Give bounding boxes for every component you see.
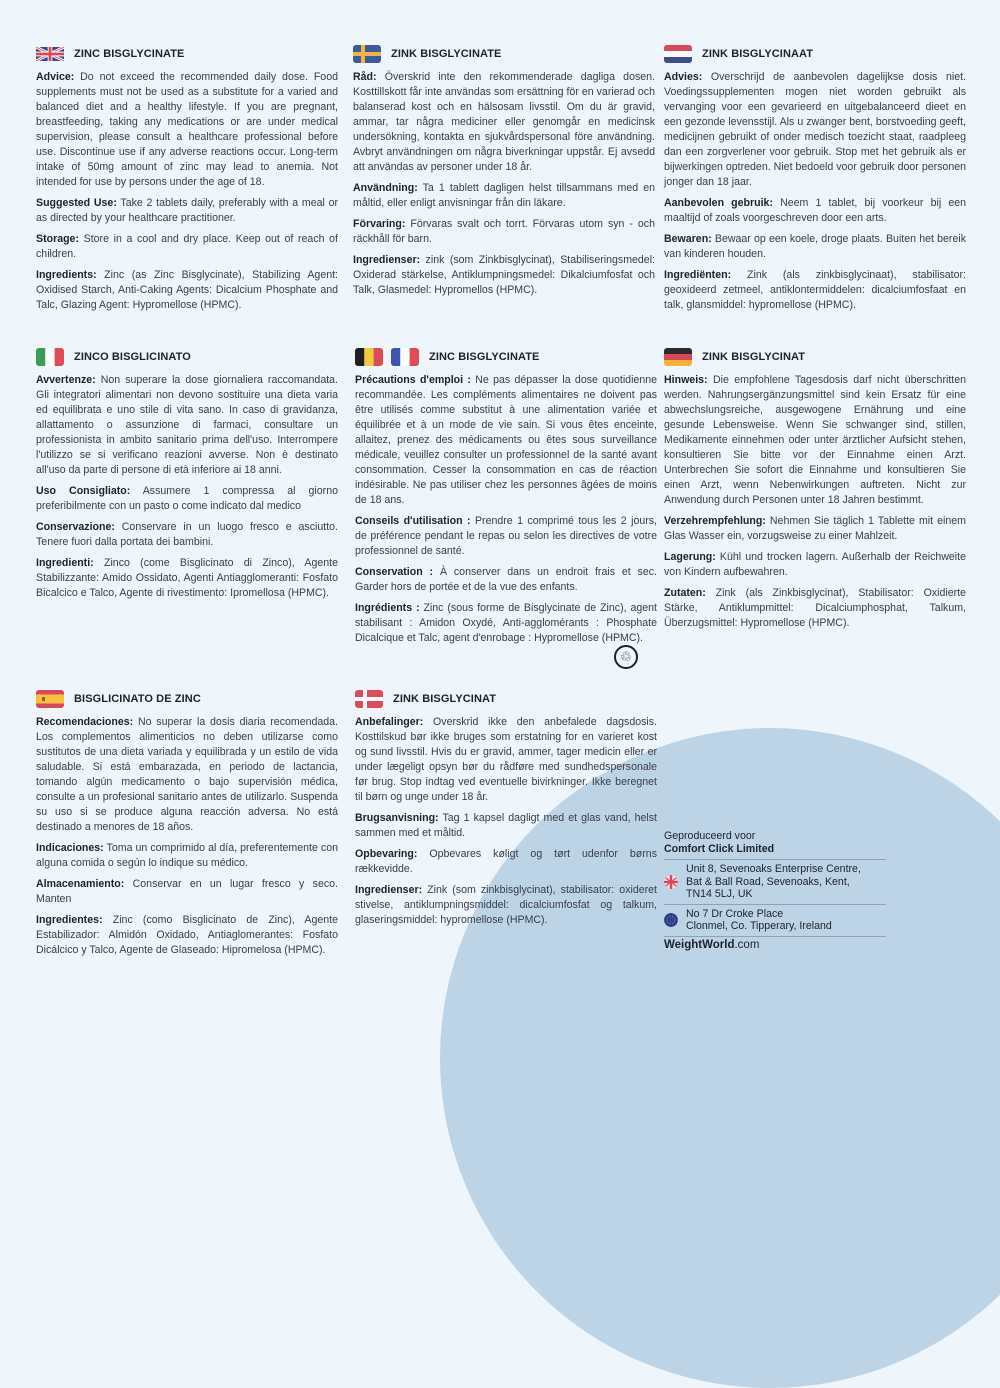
section-title: ZINCO BISGLICINATO <box>74 350 191 363</box>
ingredients-text: zink (som Zinkbisglycinat), Stabiliseringsmedel: Oxiderad stärkelse, Antiklumpningsmedel: Dikalciumfosfat och Talk, Glasmedel: Hypromellos (HPMC). <box>353 254 655 296</box>
section-title: BISGLICINATO DE ZINC <box>74 692 201 705</box>
manufacturer-info <box>664 830 886 951</box>
usage-label: Verzehrempfehlung: <box>664 515 766 527</box>
storage-label: Opbevaring: <box>355 848 418 860</box>
usage-text: Nehmen Sie täglich 1 Tablette mit einem Glas Wasser ein, vorzugsweise zu einer Mahlzeit. <box>664 515 966 542</box>
section-swedish <box>353 44 655 304</box>
uk-flag-icon <box>664 875 678 889</box>
section-english <box>36 44 338 319</box>
ingredients-text: Zinc (como Bisglicinato de Zinc), Agente Estabilizador: Almidón Oxidado, Antiaglomerantes: Fosfato Dicálcico y Talco, Agente de Glaseado: Hipromelosa (HPMC). <box>36 914 338 956</box>
produced-for-label: Geproduceerd voor <box>664 830 756 842</box>
usage-text: Neem 1 tablet, bij voorkeur bij een maaltijd of zoals voorgeschreven door een arts. <box>664 197 966 224</box>
section-title: ZINC BISGLYCINATE <box>74 47 185 60</box>
ingredients-text: Zink (som zinkbisglycinat), stabilisator: oxideret stivelse, antiklumpningsmiddel: dicalciumfosfat og talkum, glaseringsmiddel: hypromellose (HPMC). <box>355 884 657 926</box>
usage-label: Aanbevolen gebruik: <box>664 197 773 209</box>
belgium-flag-icon <box>355 348 383 366</box>
uk-address-line: Unit 8, Sevenoaks Enterprise Centre, <box>686 863 861 875</box>
storage-text: Kühl und trocken lagern. Außerhalb der Reichweite von Kindern aufbewahren. <box>664 551 966 578</box>
usage-label: Användning: <box>353 182 418 194</box>
section-title: ZINK BISGLYCINATE <box>391 47 502 60</box>
usage-text: Tag 1 kapsel dagligt med et glas vand, helst sammen med et måltid. <box>355 812 657 839</box>
ingredients-label: Zutaten: <box>664 587 706 599</box>
advice-text: Overschrijd de aanbevolen dagelijkse dosis niet. Voedingssupplementen mogen niet worden gebruikt als vervanging voor een gevarieerd en uitgebalanceerd dieet en een gezonde levensstijl. Als u zwanger bent, borstvoeding geeft, medicijnen gebruikt of onder medisch toezicht staat, raadpleeg dan een zorgverlener voor gebruik. Stop met het gebruik als er bijwerkingen optreden. Niet bedoeld voor gebruik door personen jonger dan 18 jaar. <box>664 71 966 188</box>
storage-label: Conservazione: <box>36 521 115 533</box>
usage-text: Prendre 1 comprimé tous les 2 jours, de préférence pendant le repas ou selon les directives de votre professionnel de santé. <box>355 515 657 557</box>
storage-label: Almacenamiento: <box>36 878 125 890</box>
eu-flag-icon <box>664 913 678 927</box>
advice-text: Overskrid ikke den anbefalede dagsdosis. Kosttilskud bør ikke bruges som erstatning for en varieret kost og sund livsstil. Hvis du er gravid, ammer, tager medicin eller er under lægeligt opsyn bør du rådføre med sundhedspersonale før brug. Stop indtag ved eventuelle bivirkninger. Ikke beregnet til børn og unge under 18 år. <box>355 716 657 803</box>
section-header <box>355 347 657 367</box>
usage-text: Take 2 tablets daily, preferably with a meal or as directed by your healthcare practitioner. <box>36 197 338 224</box>
section-title: ZINK BISGLYCINAAT <box>702 47 814 60</box>
advice-label: Advies: <box>664 71 703 83</box>
france-flag-icon <box>391 348 419 366</box>
eu-address-row <box>664 904 886 936</box>
section-french <box>355 347 657 652</box>
section-title: ZINC BISGLYCINATE <box>429 350 540 363</box>
eu-address-line: No 7 Dr Croke Place <box>686 907 784 920</box>
storage-text: Conservare in un luogo fresco e asciutto. Tenere fuori dalla portata dei bambini. <box>36 521 338 548</box>
section-german <box>664 347 966 637</box>
ingredients-text: Zinco (come Bisglicinato di Zinco), Agente Stabilizzante: Amido Ossidato, Agenti Antiagglomeranti: Fosfato Bicalcico e Talco, Agente di rivestimento: Ipromellosa (HPMC). <box>36 557 338 599</box>
usage-label: Brugsanvisning: <box>355 812 439 824</box>
storage-label: Bewaren: <box>664 233 712 245</box>
usage-label: Uso Consigliato: <box>36 485 131 497</box>
uk-address-line: Bat & Ball Road, Sevenoaks, Kent, <box>686 875 850 888</box>
advice-label: Anbefalinger: <box>355 716 424 728</box>
section-dutch <box>664 44 966 319</box>
ingredients-text: Zink (als Zinkbisglycinat), Stabilisator: Oxidierte Stärke, Antiklumpmittel: Dicalciumphosphat, Talkum, Überzugsmittel: Hypromellose (HPMC). <box>664 587 966 629</box>
ingredients-label: Ingrédients : <box>355 602 420 614</box>
storage-label: Conservation : <box>355 566 434 578</box>
usage-text: Ta 1 tablett dagligen helst tillsammans med en måltid, eller enligt anvisningar från din läkare. <box>353 182 655 209</box>
usage-text: Assumere 1 compressa al giorno preferibilmente con un pasto o come indicato dal medico <box>36 485 338 512</box>
section-title: ZINK BISGLYCINAT <box>393 692 497 705</box>
company-name: Comfort Click Limited <box>664 843 775 855</box>
uk-address-line: TN14 5LJ, UK <box>686 888 753 900</box>
storage-text: À conserver dans un endroit frais et sec. Garder hors de portée et de la vue des enfants. <box>355 566 657 593</box>
denmark-flag-icon <box>355 690 383 708</box>
ingredients-label: Ingredienser: <box>353 254 421 266</box>
usage-label: Conseils d'utilisation : <box>355 515 471 527</box>
advice-label: Recomendaciones: <box>36 716 134 728</box>
eu-address-line: Clonmel, Co. Tipperary, Ireland <box>686 920 832 932</box>
advice-text: Non superare la dose giornaliera raccomandata. Gli integratori alimentari non devono sostituire una dieta varia ed equilibrata e uno stile di vita sano. In caso di gravidanza, allattamento o assunzione di farmaci, consultare un professionista in ambito sanitario prima dell'uso. Interrompere l'utilizzo se si verificano reazioni avverse. Non è destinato all'uso da parte di persone di età inferiore ai 18 anni. <box>36 374 338 476</box>
storage-text: Bewaar op een koele, droge plaats. Buiten het bereik van kinderen houden. <box>664 233 966 260</box>
ingredients-label: Ingredienser: <box>355 884 423 896</box>
section-header <box>664 44 966 64</box>
ingredients-label: Ingredients: <box>36 269 97 281</box>
advice-label: Advice: <box>36 71 75 83</box>
usage-text: Toma un comprimido al día, preferentemente con alguna comida o según lo indique su médico. <box>36 842 338 869</box>
section-header <box>355 689 657 709</box>
advice-text: No superar la dosis diaria recomendada. Los complementos alimenticios no deben utilizarse como sustitutos de una dieta variada y equilibrada y un estilo de vida saludable. Si está embarazada, en periodo de lactancia, tomando algún medicamento o bajo supervisión médica, consulte a un profesional sanitario antes de utilizarlo. Suspenda su uso si se produce alguna reacción adversa. No está destinado a menores de 18 años. <box>36 716 338 833</box>
spain-flag-icon <box>36 690 64 708</box>
brand-domain: .com <box>734 938 760 951</box>
advice-text: Överskrid inte den rekommenderade dagliga dosen. Kosttillskott får inte användas som ersättning för en varierad och balanserad kost och en hälsosam livsstil. Om du är gravid, ammar, tar några mediciner eller genomgår en medicinsk undersökning, kontakta en sjukvårdspersonal före användning. Avbryt användningen om några biverkningar uppstår. Ej avsedd att användas av personer under 18 år. <box>353 71 655 173</box>
section-header <box>36 44 338 64</box>
advice-text: Die empfohlene Tagesdosis darf nicht überschritten werden. Nahrungsergänzungsmittel sind kein Ersatz für eine abwechslungsreiche, ausgewogene Ernährung und eine gesunde Lebensweise. Wenn Sie schwanger sind, stillen, Medikamente einnehmen oder unter ärztlicher Aufsicht stehen, konsultieren Sie bitte vor der Einnahme einen Arzt. Unterbrechen Sie sofort die Einnahme und konsultieren Sie einen Arzt, wenn Nebenwirkungen auftreten. Nicht zur Anwendung durch Personen unter 18 Jahren bestimmt. <box>664 374 966 506</box>
storage-text: Store in a cool and dry place. Keep out of reach of children. <box>36 233 338 260</box>
advice-label: Hinweis: <box>664 374 708 386</box>
section-spanish <box>36 689 338 964</box>
storage-text: Förvaras svalt och torrt. Förvaras utom syn - och räckhåll för barn. <box>353 218 655 245</box>
advice-text: Do not exceed the recommended daily dose. Food supplements must not be used as a substitute for a varied and balanced diet and a healthy lifestyle. If you are pregnant, breastfeeding, taking any medications or are under medical supervision, please consult a healthcare professional before use. Discontinue use if any adverse reactions occur. Long-term intake of 50mg amount of zinc may lead to anemia. Not intended for use by persons under the age of 18. <box>36 71 338 188</box>
storage-label: Förvaring: <box>353 218 406 230</box>
brand-name: WeightWorld <box>664 938 735 951</box>
section-italian <box>36 347 338 607</box>
usage-label: Indicaciones: <box>36 842 104 854</box>
ingredients-label: Ingredientes: <box>36 914 103 926</box>
usage-label: Suggested Use: <box>36 197 117 209</box>
section-danish <box>355 689 657 934</box>
storage-label: Lagerung: <box>664 551 716 563</box>
section-header <box>664 347 966 367</box>
triman-recycle-icon: ♲ <box>614 645 638 669</box>
section-header <box>353 44 655 64</box>
storage-text: Opbevares køligt og tørt udenfor børns rækkevidde. <box>355 848 657 875</box>
advice-label: Avvertenze: <box>36 374 96 386</box>
storage-label: Storage: <box>36 233 79 245</box>
advice-label: Précautions d'emploi : <box>355 374 471 386</box>
brand-website <box>664 936 886 951</box>
netherlands-flag-icon <box>664 45 692 63</box>
ingredients-text: Zinc (as Zinc Bisglycinate), Stabilizing Agent: Oxidised Starch, Anti-Caking Agents: Dicalcium Phosphate and Talc, Glazing Agent: Hypromellose (HPMC). <box>36 269 338 311</box>
ingredients-text: Zinc (sous forme de Bisglycinate de Zinc), agent stabilisant : Amidon Oxydé, Anti-agglomérants : Phosphate Dicalcique et Talc, agent d'enrobage : Hypromellose (HPMC). <box>355 602 657 644</box>
section-title: ZINK BISGLYCINAT <box>702 350 806 363</box>
section-header <box>36 689 338 709</box>
ingredients-label: Ingrediënten: <box>664 269 732 281</box>
advice-text: Ne pas dépasser la dose quotidienne recommandée. Les compléments alimentaires ne doivent pas être utilisés comme substitut à une alimentation variée et équilibrée et à un mode de vie sain. Si vous êtes enceinte, allaitez, prenez des médicaments ou êtes sous surveillance médicale, veuillez consulter un professionnel de la santé avant consommation. Cesser la consommation en cas de réaction indésirable. Ne pas utiliser chez les personnes âgées de moins de 18 ans. <box>355 374 657 506</box>
uk-flag-icon <box>36 45 64 63</box>
ingredients-text: Zink (als zinkbisglycinaat), stabilisator: geoxideerd zetmeel, antiklontermiddelen: dicalciumfosfaat en talk, glansmiddel: hypromellose (HPMC). <box>664 269 966 311</box>
germany-flag-icon <box>664 348 692 366</box>
advice-label: Råd: <box>353 71 377 83</box>
ingredients-label: Ingredienti: <box>36 557 94 569</box>
uk-address-row <box>664 859 886 904</box>
sweden-flag-icon <box>353 45 381 63</box>
section-header <box>36 347 338 367</box>
storage-text: Conservar en un lugar fresco y seco. Manten <box>36 878 338 905</box>
italy-flag-icon <box>36 348 64 366</box>
